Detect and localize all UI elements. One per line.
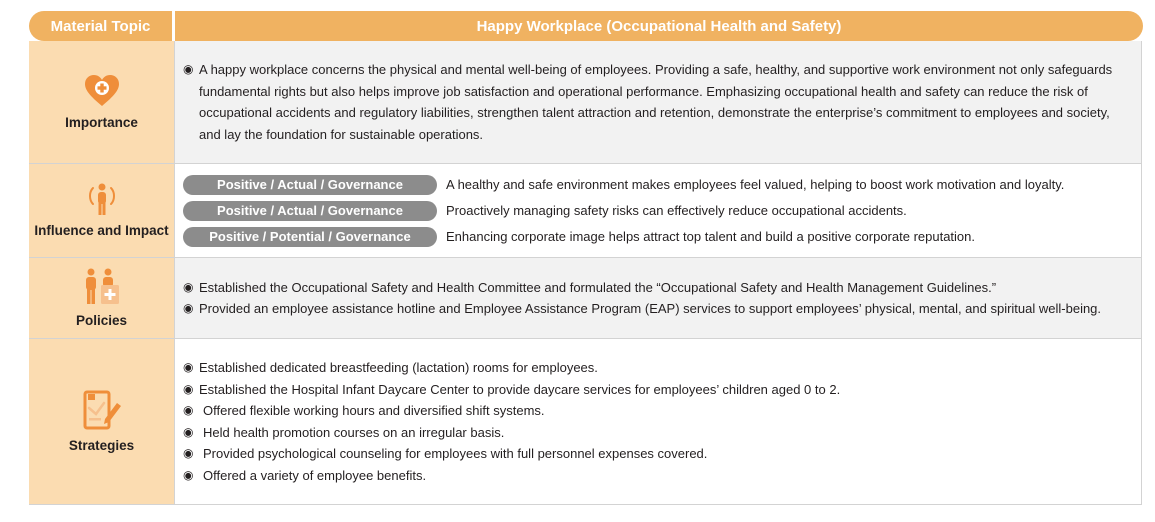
strategy-text: Offered flexible working hours and diversified shift systems. <box>203 403 545 418</box>
policy-text: Provided an employee assistance hotline and Employee Assistance Program (EAP) services to support employees’ physical, mental, and spiritual well-being. <box>199 301 1102 316</box>
strategy-item <box>183 443 1133 465</box>
bullet-icon: ◉ <box>183 279 194 294</box>
clipboard-pen-icon <box>81 389 123 431</box>
influence-cell <box>29 164 174 257</box>
topic-title-header: Happy Workplace (Occupational Health and Safety) <box>175 11 1143 41</box>
impact-text: A healthy and safe environment makes employees feel valued, helping to boost work motivation and loyalty. <box>446 176 1065 192</box>
strategy-text: Offered a variety of employee benefits. <box>203 467 427 483</box>
material-topic-table <box>29 41 1142 505</box>
people-document-icon <box>82 268 122 306</box>
impact-badge: Positive / Actual / Governance <box>183 201 437 221</box>
influence-label: Influence and Impact <box>34 223 169 238</box>
policy-item <box>183 298 1133 320</box>
policies-row <box>29 257 1141 338</box>
bullet-icon: ◉ <box>183 467 194 482</box>
bullet-icon: ◉ <box>183 424 194 439</box>
strategy-item <box>183 465 1133 487</box>
person-broadcast-icon <box>87 182 117 216</box>
strategy-item <box>183 357 1133 379</box>
strategy-item <box>183 379 1133 401</box>
importance-cell <box>29 41 174 163</box>
policies-cell <box>29 258 174 338</box>
heart-plus-icon <box>84 74 120 108</box>
policies-label: Policies <box>75 312 128 328</box>
importance-row <box>29 41 1141 163</box>
policy-text: Established the Occupational Safety and Health Committee and formulated the “Occupational Safety and Health Management Guidelines.” <box>199 279 997 295</box>
impact-item <box>183 198 1133 224</box>
bullet-icon: ◉ <box>183 360 194 374</box>
impact-item <box>183 172 1133 198</box>
importance-paragraph <box>183 59 1133 145</box>
importance-label: Importance <box>65 114 138 130</box>
impact-badge: Positive / Potential / Governance <box>183 227 437 247</box>
strategy-text: Established dedicated breastfeeding (lactation) rooms for employees. <box>199 360 598 375</box>
bullet-icon: ◉ <box>183 62 194 76</box>
strategies-cell <box>29 339 174 504</box>
strategies-content <box>174 339 1141 504</box>
policy-item <box>183 277 1133 299</box>
importance-content <box>174 41 1141 163</box>
importance-text: A happy workplace concerns the physical and mental well-being of employees. Providing a safe, healthy, and supportive work environment not only safeguards fundamental rights but also helps improve job satisfaction and operational performance. Emphasizing occupational health and safety can reduce the risk of occupational accidents and regulatory liabilities, strengthen talent attraction and retention, demonstrate the enterprise’s commitment to employees and society, and lay the foundation for sustainable operations. <box>199 62 1113 142</box>
bullet-icon: ◉ <box>183 403 194 417</box>
policies-content <box>174 258 1141 338</box>
strategy-text: Established the Hospital Infant Daycare Center to provide daycare services for employees’ children aged 0 to 2. <box>199 381 841 397</box>
bullet-icon: ◉ <box>183 301 194 315</box>
bullet-icon: ◉ <box>183 446 194 460</box>
strategy-item <box>183 422 1133 444</box>
impact-text: Proactively managing safety risks can effectively reduce occupational accidents. <box>446 202 907 218</box>
strategy-item <box>183 400 1133 422</box>
material-topic-header: Material Topic <box>29 11 172 41</box>
strategies-label: Strategies <box>68 438 135 453</box>
impact-item <box>183 224 1133 250</box>
influence-content <box>174 164 1141 257</box>
impact-text: Enhancing corporate image helps attract top talent and build a positive corporate reputation. <box>446 228 976 244</box>
strategy-text: Held health promotion courses on an irregular basis. <box>203 424 505 440</box>
bullet-icon: ◉ <box>183 381 194 396</box>
strategy-text: Provided psychological counseling for employees with full personnel expenses covered. <box>203 446 708 461</box>
impact-badge: Positive / Actual / Governance <box>183 175 437 195</box>
strategies-row <box>29 338 1141 504</box>
influence-row <box>29 163 1141 257</box>
